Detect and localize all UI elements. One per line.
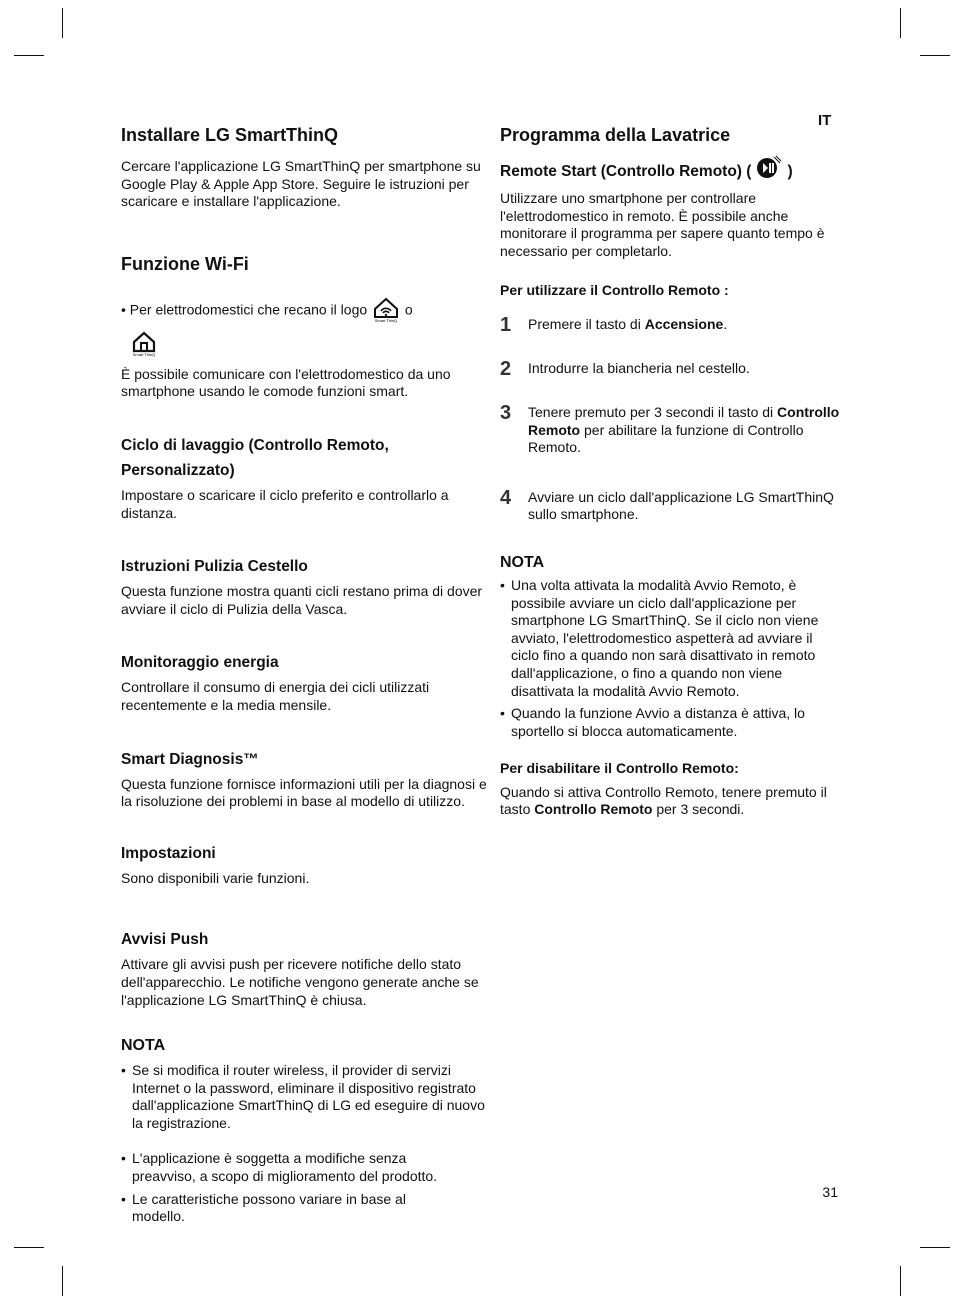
crop-mark: [900, 8, 901, 38]
drum-text: Questa funzione mostra quanti cicli restano prima di dover avviare il ciclo di Pulizia della Vasca.: [121, 583, 483, 617]
left-note-list: [121, 1062, 491, 1226]
settings-title: Impostazioni: [121, 844, 216, 862]
settings-section: [121, 841, 491, 888]
step-item: 3 Tenere premuto per 3 secondi il tasto di Controllo Remoto per abilitare la funzione di Controllo Remoto.: [500, 401, 840, 456]
wifi-title: Funzione Wi-Fi: [121, 253, 249, 274]
cycle-section: [121, 433, 491, 522]
list-item: • Una volta attivata la modalità Avvio Remoto, è possibile avviare un ciclo dall'applicazione per smartphone LG SmartThinQ. Se il ciclo non viene avviato, l'elettrodomestico aspetterà ad avviare il ciclo fino a quando non sarà disattivato in remoto dall'applicazione, o fino a quando non viene disattivata la modalità Avvio Remoto.: [500, 577, 840, 700]
push-text: Attivare gli avvisi push per ricevere notifiche dello stato dell'apparecchio. Le notifiche vengono generate anche se l'applicazione LG SmartThinQ è chiusa.: [121, 956, 479, 1008]
wifi-text: È possibile comunicare con l'elettrodomestico da uno smartphone usando le comode funzioni smart.: [121, 365, 451, 400]
right-note-title: NOTA: [500, 553, 545, 571]
remote-start-icon: [755, 154, 783, 188]
crop-mark: [14, 1247, 44, 1248]
install-section: [121, 124, 491, 211]
left-note-title: NOTA: [121, 1037, 166, 1055]
energy-title: Monitoraggio energia: [121, 654, 279, 672]
steps-list: [500, 314, 840, 524]
program-title: Programma della Lavatrice: [500, 125, 731, 145]
diagnosis-section: [121, 747, 491, 811]
page-number: 31: [822, 1184, 838, 1200]
left-note-section: [121, 1033, 491, 1226]
diagnosis-text: Questa funzione fornisce informazioni utili per la diagnosi e la risoluzione dei problemi in base al modello di utilizzo.: [121, 775, 487, 810]
disable-remote-text: Quando si attiva Controllo Remoto, tenere premuto il tasto Controllo Remoto per 3 secondi.: [500, 783, 827, 818]
energy-section: [121, 650, 491, 714]
push-title: Avvisi Push: [121, 931, 209, 949]
right-note-list: [500, 577, 840, 740]
list-item: • L'applicazione è soggetta a modifiche senza preavviso, a scopo di miglioramento del prodotto.: [121, 1150, 467, 1185]
left-column: [121, 124, 491, 1231]
svg-text:Smart ThinQ: Smart ThinQ: [132, 351, 156, 357]
crop-mark: [920, 1247, 950, 1248]
smartthinq-home-logo-icon: [131, 329, 491, 362]
install-title: Installare LG SmartThinQ: [121, 125, 339, 145]
diagnosis-title: Smart Diagnosis™: [121, 750, 259, 768]
push-section: [121, 927, 491, 1009]
use-remote-title: Per utilizzare il Controllo Remoto :: [500, 282, 729, 299]
list-item: • Quando la funzione Avvio a distanza è attiva, lo sportello si blocca automaticamente.: [500, 705, 840, 740]
energy-text: Controllare il consumo di energia dei cicli utilizzati recentemente e la media mensile.: [121, 679, 430, 713]
remote-start-title: Remote Start (Controllo Remoto) ( ): [500, 154, 840, 188]
settings-text: Sono disponibili varie funzioni.: [121, 869, 310, 886]
crop-mark: [62, 1266, 63, 1296]
svg-text:Smart ThinQ: Smart ThinQ: [374, 317, 398, 323]
right-column: [500, 124, 840, 819]
wifi-section: [121, 253, 491, 401]
step-item: 2 Introdurre la biancheria nel cestello.: [500, 357, 750, 380]
disable-remote-title: Per disabilitare il Controllo Remoto:: [500, 760, 739, 777]
install-text: Cercare l'applicazione LG SmartThinQ per smartphone su Google Play & Apple App Store. Seguire le istruzioni per scaricare e installare l'applicazione.: [121, 158, 481, 210]
language-tag: IT: [818, 112, 832, 129]
cycle-title: Ciclo di lavaggio (Controllo Remoto, Personalizzato): [121, 436, 389, 479]
smartthinq-wifi-logo-icon: [371, 293, 401, 329]
step-item: 1 Premere il tasto di Accensione.: [500, 313, 728, 336]
remote-text: Utilizzare uno smartphone per controllare l'elettrodomestico in remoto. È possibile anche monitorare il programma per sapere quanto tempo è necessario per completarlo.: [500, 190, 825, 259]
crop-mark: [62, 8, 63, 38]
crop-mark: [14, 55, 44, 56]
step-item: 4 Avviare un ciclo dall'applicazione LG SmartThinQ sullo smartphone.: [500, 486, 834, 523]
crop-mark: [920, 55, 950, 56]
cycle-text: Impostare o scaricare il ciclo preferito e controllarlo a distanza.: [121, 486, 449, 521]
list-item: • Le caratteristiche possono variare in base al modello.: [121, 1191, 442, 1226]
wifi-bullet: • Per elettrodomestici che recano il logo Smart ThinQ o: [121, 293, 491, 329]
crop-mark: [900, 1266, 901, 1296]
drum-section: [121, 554, 491, 618]
drum-title: Istruzioni Pulizia Cestello: [121, 558, 308, 576]
list-item: • Se si modifica il router wireless, il provider di servizi Internet o la password, eliminare il dispositivo registrato dall'applicazione SmartThinQ di LG ed eseguire di nuovo la registrazione.: [121, 1062, 497, 1132]
